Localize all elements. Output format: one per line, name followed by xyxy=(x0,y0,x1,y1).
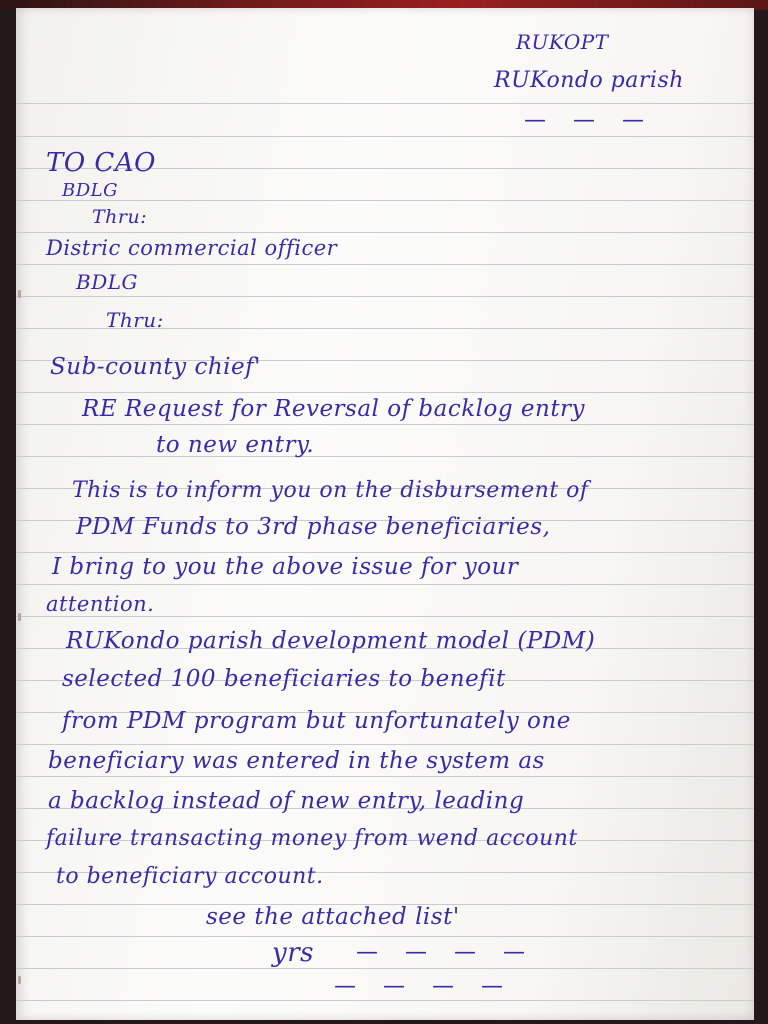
header-underline-dashes: — — — xyxy=(524,108,654,133)
body-line: I bring to you the above issue for your xyxy=(52,554,519,580)
header-place: RUKondo parish xyxy=(494,68,684,93)
ruled-line xyxy=(16,424,754,425)
closing-dashes: — — — — xyxy=(356,940,535,965)
ruled-line xyxy=(16,136,754,137)
ruled-line xyxy=(16,1000,754,1001)
ruled-line xyxy=(16,392,754,393)
body-line: beneficiary was entered in the system as xyxy=(48,748,545,774)
body-line: selected 100 beneficiaries to benefit xyxy=(62,666,506,692)
thru-1: Thru: xyxy=(92,206,148,228)
header-top: RUKOPT xyxy=(516,30,609,54)
body-line: RUKondo parish development model (PDM) xyxy=(66,628,596,654)
margin-mark xyxy=(18,613,21,621)
ruled-line xyxy=(16,552,754,553)
body-line: This is to inform you on the disbursement of xyxy=(72,478,589,503)
ruled-line xyxy=(16,936,754,937)
closing-dashes: — — — — xyxy=(334,974,513,999)
notebook-page xyxy=(16,8,754,1020)
ruled-line xyxy=(16,776,754,777)
ruled-line xyxy=(16,616,754,617)
ruled-line xyxy=(16,296,754,297)
subject-line-2: to new entry. xyxy=(156,432,315,458)
body-line: from PDM program but unfortunately one xyxy=(62,708,571,734)
body-line: see the attached list' xyxy=(206,904,460,930)
ruled-line xyxy=(16,744,754,745)
ruled-line xyxy=(16,584,754,585)
body-line: a backlog instead of new entry, leading xyxy=(48,788,525,814)
body-line: PDM Funds to 3rd phase beneficiaries, xyxy=(76,514,551,540)
thru-2: Thru: xyxy=(106,308,164,332)
via-officer: Distric commercial officer xyxy=(46,236,338,260)
body-line: failure transacting money from wend account xyxy=(46,826,578,851)
closing: yrs xyxy=(272,938,314,968)
ruled-line xyxy=(16,456,754,457)
ruled-line xyxy=(16,200,754,201)
to-org: BDLG xyxy=(62,180,118,201)
ruled-line xyxy=(16,232,754,233)
body-line: attention. xyxy=(46,592,155,616)
ruled-line xyxy=(16,968,754,969)
body-line: to beneficiary account. xyxy=(56,864,324,889)
via-chief: Sub-county chief' xyxy=(50,354,261,380)
ruled-line xyxy=(16,264,754,265)
to-line: TO CAO xyxy=(46,148,156,178)
via-org: BDLG xyxy=(76,270,138,294)
subject-line-1: RE Request for Reversal of backlog entry xyxy=(82,396,586,422)
margin-mark xyxy=(18,976,21,984)
ruled-line xyxy=(16,103,754,104)
margin-mark xyxy=(18,290,21,298)
